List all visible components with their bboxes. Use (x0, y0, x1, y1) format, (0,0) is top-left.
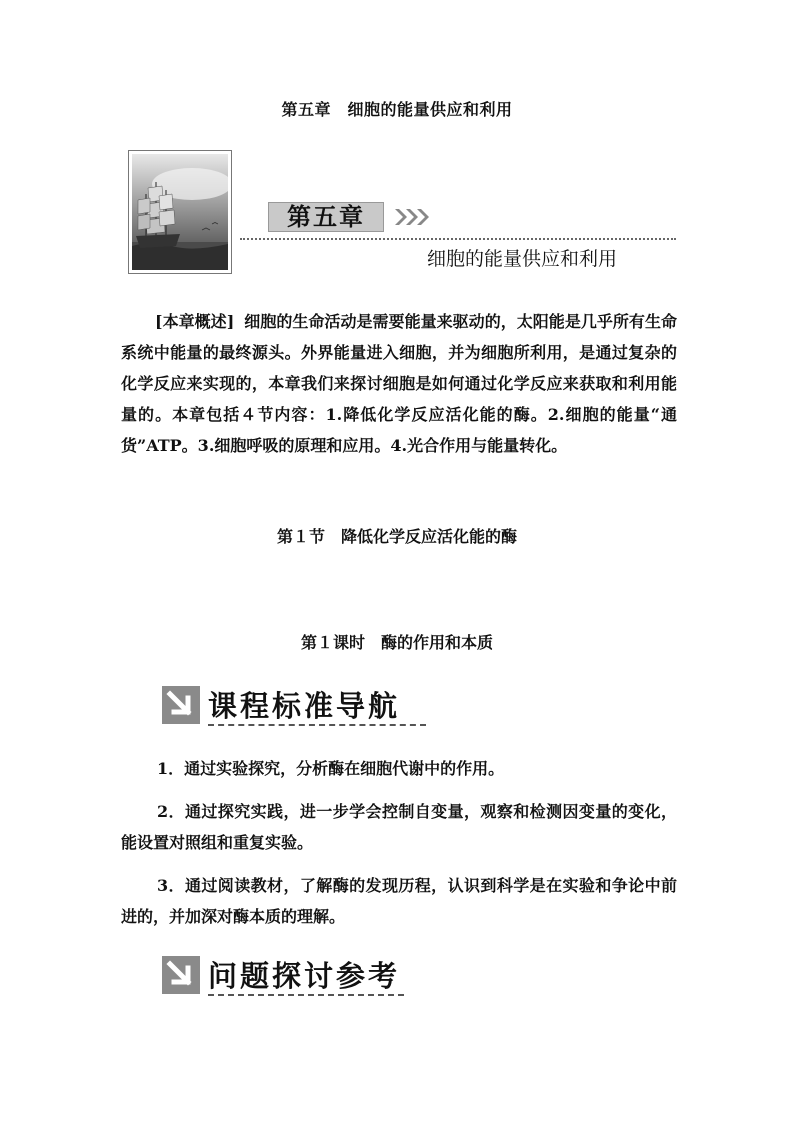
standards-heading-underline (208, 724, 426, 726)
arrow-icon (162, 686, 200, 724)
standard-item: 2．通过探究实践，进一步学会控制自变量，观察和检测因变量的变化，能设置对照组和重复实验。 (121, 802, 677, 852)
page-title: 第五章 细胞的能量供应和利用 (281, 100, 513, 119)
chapter-overview (121, 306, 677, 461)
discussion-heading-underline (208, 994, 404, 996)
overview-text: 细胞的生命活动是需要能量来驱动的，太阳能是几乎所有生命系统中能量的最终源头。外界能量进入细胞，并为细胞所利用，是通过复杂的化学反应来实现的，本章我们来探讨细胞是如何通过化学反应来获取和利用能量的。本章包括４节内容：1.降低化学反应活化能的酶。2.细胞的能量“通货”ATP。3.细胞呼吸的原理和应用。4.光合作用与能量转化。 (121, 312, 677, 455)
standard-item: 3．通过阅读教材，了解酶的发现历程，认识到科学是在实验和争论中前进的，并加深对酶本质的理解。 (121, 876, 677, 926)
standards-heading-text: 课程标准导航 (208, 689, 401, 723)
triple-chevron-icon (393, 204, 433, 230)
sailing-ship-image (132, 154, 228, 270)
standard-item: 1．通过实验探究，分析酶在细胞代谢中的作用。 (157, 759, 505, 778)
standards-list (121, 753, 677, 944)
arrow-icon (162, 956, 200, 994)
chapter-banner-image (128, 150, 232, 274)
lesson-title: 第１课时 酶的作用和本质 (300, 633, 493, 652)
section-title: 第１节 降低化学反应活化能的酶 (276, 527, 517, 546)
chapter-subtitle: 细胞的能量供应和利用 (427, 248, 618, 270)
discussion-heading-text: 问题探讨参考 (208, 959, 401, 993)
overview-label: [本章概述] (155, 312, 235, 331)
chapter-label: 第五章 (268, 202, 384, 232)
banner-divider (240, 238, 676, 240)
